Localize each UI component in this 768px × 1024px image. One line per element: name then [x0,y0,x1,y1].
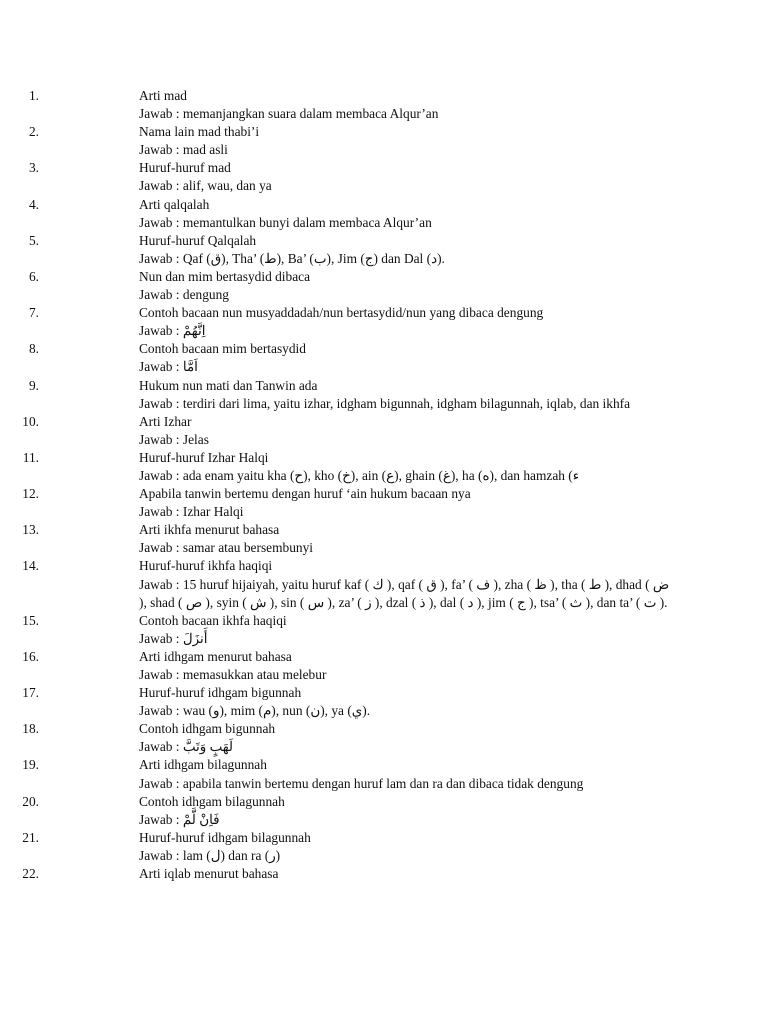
item-number: 20. [22,793,39,809]
answer-text: Jawab : اَمَّا [139,359,198,375]
question-text: Apabila tanwin bertemu dengan huruf ‘ain hukum bacaan nya [139,486,471,502]
list-item [0,720,679,756]
answer-text: Jawab : لَهَبٍ وَتَبَّ [139,739,233,755]
answer-text: Jawab : memanjangkan suara dalam membaca Alqur’an [139,106,439,122]
item-number: 17. [22,685,39,701]
item-number: 18. [22,721,39,737]
question-text: Huruf-huruf ikhfa haqiqi [139,558,273,574]
item-number: 5. [28,232,39,248]
question-text: Huruf-huruf idhgam bilagunnah [139,829,311,845]
list-item [0,413,679,449]
answer-text: Jawab : memasukkan atau melebur [139,667,327,682]
answer-text: Jawab : 15 huruf hijaiyah, yaitu huruf kaf ( ك ), qaf ( ق ), fa’ ( ف ), zha ( ظ ), tha ( ط ), dhad ( ض ), shad ( ص ), syin ( ش ), sin ( س ), za’ ( ز ), dzal ( ذ ), dal ( د ), jim ( ج ), tsa’ ( ث ), dan ta’ ( ت ). [139,576,670,610]
item-number: 19. [22,757,39,773]
answer-text: Jawab : ada enam yaitu kha (ح), kho (خ), ain (ع), ghain (غ), ha (ه), dan hamzah (ء [139,467,580,483]
list-item [0,557,679,611]
item-number: 1. [28,88,39,103]
list-item [0,485,679,521]
list-item [0,340,679,376]
question-text: Contoh idhgam bilagunnah [139,793,285,809]
list-item [0,87,679,123]
document-page [0,87,768,883]
list-item [0,684,679,720]
item-number: 16. [22,648,39,664]
item-number: 21. [22,829,39,845]
answer-text: Jawab : memantulkan bunyi dalam membaca Alqur’an [139,214,432,230]
list-item [0,648,679,684]
answer-text: Jawab : mad asli [139,142,228,158]
list-item [0,612,679,648]
list-item [0,756,679,792]
item-number: 12. [22,486,39,502]
list-item [0,232,679,268]
item-number: 6. [28,268,39,284]
list-item [0,196,679,232]
item-number: 3. [28,160,39,176]
list-item [0,268,679,304]
item-number: 4. [28,196,39,212]
item-number: 11. [22,449,39,465]
answer-text: Jawab : terdiri dari lima, yaitu izhar, idgham bigunnah, idgham bilagunnah, iqlab, dan ikhfa [139,395,631,411]
question-text: Arti iqlab menurut bahasa [139,866,279,882]
list-item [0,304,679,340]
question-text: Huruf-huruf Qalqalah [139,232,257,248]
question-text: Arti idhgam menurut bahasa [139,648,292,664]
list-item [0,123,679,159]
question-text: Arti idhgam bilagunnah [139,757,267,773]
answer-text: Jawab : dengung [139,287,229,303]
item-number: 10. [22,413,39,429]
list-item [0,449,679,485]
question-text: Huruf-huruf idhgam bigunnah [139,685,302,701]
answer-text: Jawab : wau (و), mim (م), nun (ن), ya (ي). [139,703,371,719]
list-item [0,865,679,883]
item-number: 13. [22,522,39,538]
answer-text: Jawab : اِنَّهُمْ [139,323,206,339]
question-text: Hukum nun mati dan Tanwin ada [139,377,318,393]
question-text: Huruf-huruf mad [139,160,231,176]
item-number: 22. [22,866,39,882]
question-text: Contoh bacaan ikhfa haqiqi [139,612,287,628]
question-text: Nun dan mim bertasydid dibaca [139,268,311,284]
answer-text: Jawab : lam (ل) dan ra (ر) [139,847,281,863]
question-text: Arti ikhfa menurut bahasa [139,522,280,538]
item-number: 8. [28,341,39,357]
answer-text: Jawab : apabila tanwin bertemu dengan huruf lam dan ra dan dibaca tidak dengung [139,775,584,791]
answer-text: Jawab : samar atau bersembunyi [139,540,314,556]
question-text: Huruf-huruf Izhar Halqi [139,449,269,465]
question-text: Arti qalqalah [139,196,210,212]
list-item [0,521,679,557]
question-text: Contoh idhgam bigunnah [139,721,276,737]
item-number: 9. [28,377,39,393]
question-text: Contoh bacaan nun musyaddadah/nun bertasydid/nun yang dibaca dengung [139,305,544,321]
list-item [0,377,679,413]
item-number: 14. [22,558,39,574]
item-number: 2. [28,124,39,140]
answer-text: Jawab : Qaf (ق), Tha’ (ط), Ba’ (ب), Jim (ج) dan Dal (د). [139,250,445,266]
answer-text: Jawab : alif, wau, dan ya [139,178,272,194]
list-item [0,793,679,829]
answer-text: Jawab : Jelas [139,431,209,447]
item-number: 7. [28,305,39,321]
list-item [0,829,679,865]
question-text: Arti Izhar [139,413,192,429]
list-item [0,159,679,195]
answer-text: Jawab : أَنزَلَ [139,630,208,646]
item-number: 15. [22,612,39,628]
answer-text: Jawab : Izhar Halqi [139,504,244,520]
question-text: Arti mad [139,88,187,103]
answer-text: Jawab : فَاِنْ لَّمْ [139,811,220,827]
question-text: Contoh bacaan mim bertasydid [139,341,306,357]
question-text: Nama lain mad thabi’i [139,124,260,140]
